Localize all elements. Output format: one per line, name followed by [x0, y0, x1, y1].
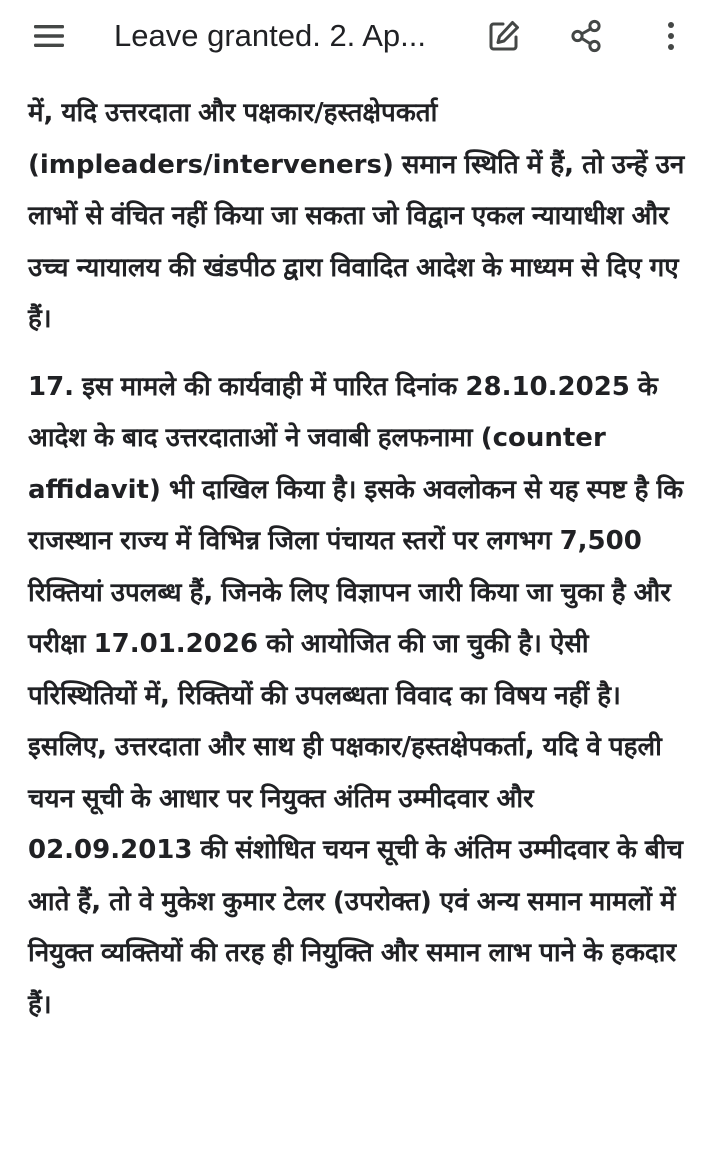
document-title: Leave granted. 2. Ap...	[114, 18, 426, 53]
menu-button[interactable]	[25, 12, 73, 60]
more-options-button[interactable]	[647, 12, 695, 60]
document-body	[28, 88, 700, 1031]
more-vertical-icon	[665, 21, 677, 51]
share-icon	[569, 19, 603, 53]
paragraph-continued: में, यदि उत्तरदाता और पक्षकार/हस्तक्षेपकर्ता (impleaders/interveners) समान स्थिति में हैं, तो उन्हें उन लाभों से वंचित नहीं किया जा सकता जो विद्वान एकल न्यायाधीश और उच्च न्यायालय की खंडपीठ द्वारा विवादित आदेश के माध्यम से दिए गए हैं।	[28, 98, 685, 334]
edit-button[interactable]	[480, 12, 528, 60]
app-bar	[0, 0, 720, 76]
edit-note-icon	[487, 19, 521, 53]
paragraph-17: 17. इस मामले की कार्यवाही में पारित दिनांक 28.10.2025 के आदेश के बाद उत्तरदाताओं ने जवाबी हलफनामा (counter affidavit) भी दाखिल किया है। इसके अवलोकन से यह स्पष्ट है कि राजस्थान राज्य में विभिन्न जिला पंचायत स्तरों पर लगभग 7,500 रिक्तियां उपलब्ध हैं, जिनके लिए विज्ञापन जारी किया जा चुका है और परीक्षा 17.01.2026 को आयोजित की जा चुकी है। ऐसी परिस्थितियों में, रिक्तियों की उपलब्धता विवाद का विषय नहीं है। इसलिए, उत्तरदाता और साथ ही पक्षकार/हस्तक्षेपकर्ता, यदि वे पहली चयन सूची के आधार पर नियुक्त अंतिम उम्मीदवार और 02.09.2013 की संशोधित चयन सूची के अंतिम उम्मीदवार के बीच आते हैं, तो वे मुकेश कुमार टेलर (उपरोक्त) एवं अन्य समान मामलों में नियुक्त व्यक्तियों की तरह ही नियुक्ति और समान लाभ पाने के हकदार हैं।	[28, 371, 684, 1020]
share-button[interactable]	[562, 12, 610, 60]
hamburger-menu-icon	[32, 23, 66, 49]
